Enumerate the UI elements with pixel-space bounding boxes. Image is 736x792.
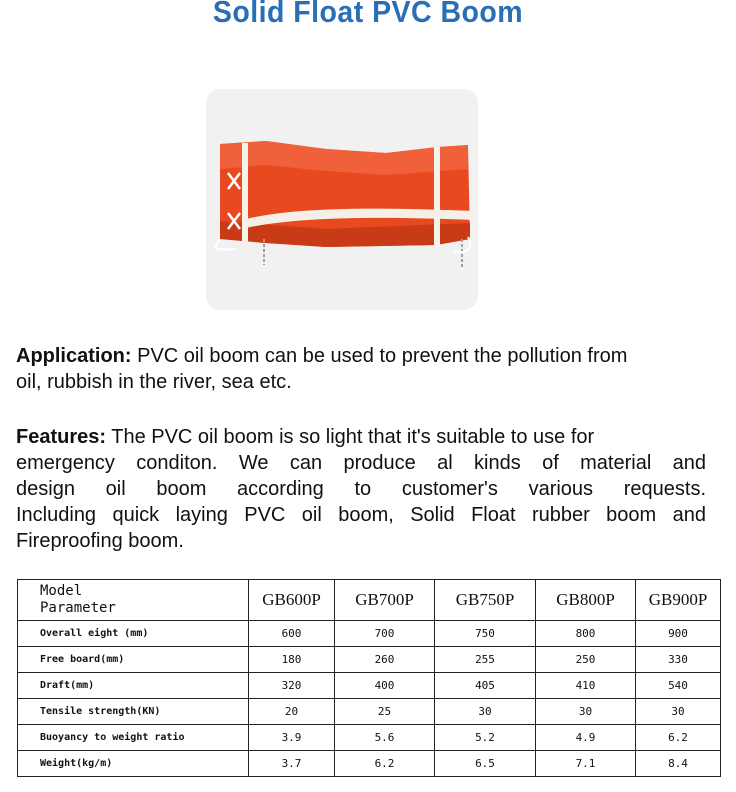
features-text-4: Including quick laying PVC oil boom, Solid Float rubber boom and — [16, 504, 706, 526]
table-cell: 30 — [536, 699, 636, 725]
model-header: GB700P — [335, 580, 435, 621]
model-header: GB600P — [249, 580, 335, 621]
table-cell: 255 — [435, 647, 536, 673]
table-cell: 250 — [536, 647, 636, 673]
model-parameter-header: Model Parameter — [18, 580, 249, 621]
row-label: Tensile strength(KN) — [18, 699, 249, 725]
application-text-2: oil, rubbish in the river, sea etc. — [16, 371, 292, 393]
table-row — [18, 751, 721, 777]
table-cell: 6.2 — [636, 725, 721, 751]
table-cell: 6.5 — [435, 751, 536, 777]
table-header-row — [18, 580, 721, 621]
table-cell: 5.2 — [435, 725, 536, 751]
table-cell: 30 — [636, 699, 721, 725]
model-header: GB800P — [536, 580, 636, 621]
spec-table — [17, 579, 721, 777]
table-cell: 25 — [335, 699, 435, 725]
features-text-5: Fireproofing boom. — [16, 530, 184, 552]
table-cell: 800 — [536, 621, 636, 647]
table-cell: 700 — [335, 621, 435, 647]
table-cell: 3.9 — [249, 725, 335, 751]
features-lead: Features: — [16, 426, 107, 448]
product-photo — [206, 89, 478, 310]
features-text-3: design oil boom according to customer's various requests. — [16, 478, 706, 500]
table-cell: 540 — [636, 673, 721, 699]
page-title: Solid Float PVC Boom — [212, 0, 524, 29]
model-header: GB750P — [435, 580, 536, 621]
row-label: Overall eight (mm) — [18, 621, 249, 647]
row-label: Free board(mm) — [18, 647, 249, 673]
table-row — [18, 725, 721, 751]
table-row — [18, 621, 721, 647]
row-label: Weight(kg/m) — [18, 751, 249, 777]
table-cell: 30 — [435, 699, 536, 725]
table-cell: 405 — [435, 673, 536, 699]
table-cell: 8.4 — [636, 751, 721, 777]
table-cell: 410 — [536, 673, 636, 699]
application-text-1: PVC oil boom can be used to prevent the pollution from — [131, 345, 628, 367]
table-cell: 750 — [435, 621, 536, 647]
table-cell: 330 — [636, 647, 721, 673]
features-text-2: emergency conditon. We can produce al kinds of material and — [16, 452, 706, 474]
table-cell: 400 — [335, 673, 435, 699]
table-cell: 180 — [249, 647, 335, 673]
table-cell: 3.7 — [249, 751, 335, 777]
row-label: Buoyancy to weight ratio — [18, 725, 249, 751]
row-label: Draft(mm) — [18, 673, 249, 699]
application-lead: Application: — [16, 345, 132, 367]
table-row — [18, 647, 721, 673]
table-cell: 5.6 — [335, 725, 435, 751]
oil-boom-image — [206, 89, 478, 310]
table-cell: 320 — [249, 673, 335, 699]
application-paragraph — [16, 343, 706, 395]
features-paragraph — [16, 424, 706, 554]
table-row — [18, 699, 721, 725]
table-cell: 900 — [636, 621, 721, 647]
table-cell: 600 — [249, 621, 335, 647]
model-header: GB900P — [636, 580, 721, 621]
table-cell: 4.9 — [536, 725, 636, 751]
table-cell: 20 — [249, 699, 335, 725]
table-cell: 7.1 — [536, 751, 636, 777]
table-row — [18, 673, 721, 699]
table-cell: 260 — [335, 647, 435, 673]
features-text-1: The PVC oil boom is so light that it's suitable to use for — [106, 426, 595, 448]
table-cell: 6.2 — [335, 751, 435, 777]
